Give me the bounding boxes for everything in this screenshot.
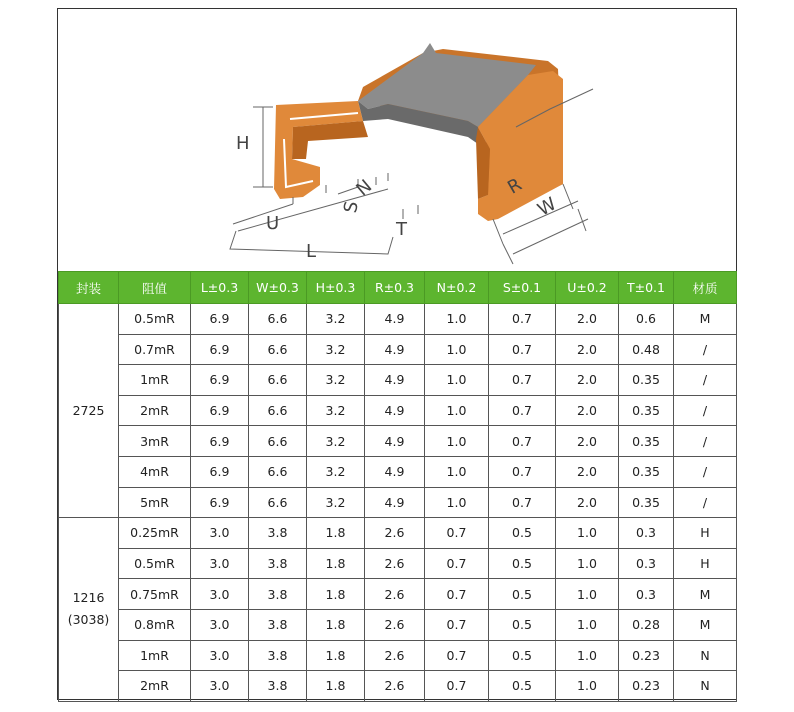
table-cell: 2.0 [556,304,619,335]
table-cell: 1.0 [556,548,619,579]
table-row [59,456,737,487]
header-resistance: 阻值 [119,272,191,304]
table-cell: 3mR [119,426,191,457]
table-cell: 3.2 [307,334,365,365]
header-T: T±0.1 [619,272,674,304]
table-cell: 6.6 [249,304,307,335]
table-cell: 1.0 [556,671,619,702]
dim-label-H: H [236,133,250,154]
table-cell: 3.2 [307,365,365,396]
table-cell: 1.8 [307,609,365,640]
spec-table [58,271,737,702]
table-cell: H [674,518,737,549]
table-cell: 1.0 [556,518,619,549]
table-cell: 4.9 [365,395,425,426]
spec-sheet-frame [57,8,737,700]
table-cell: 2.0 [556,456,619,487]
table-cell: 0.35 [619,487,674,518]
header-material: 材质 [674,272,737,304]
table-cell: 6.9 [191,456,249,487]
table-cell: 0.5 [489,640,556,671]
table-cell: 1.0 [556,609,619,640]
table-cell: 0.5 [489,609,556,640]
table-cell: 0.7 [489,365,556,396]
table-header-row [59,272,737,304]
table-cell: 0.3 [619,579,674,610]
table-cell: 0.3 [619,518,674,549]
table-cell: 0.7 [489,456,556,487]
package-cell [59,518,119,702]
table-cell: 1.8 [307,548,365,579]
table-cell: H [674,548,737,579]
table-cell: 3.2 [307,487,365,518]
header-S: S±0.1 [489,272,556,304]
dim-label-R: R [504,174,526,199]
table-cell: 6.9 [191,487,249,518]
table-cell: 6.6 [249,456,307,487]
table-cell: 3.8 [249,640,307,671]
table-cell: 0.5 [489,548,556,579]
table-cell: 3.2 [307,304,365,335]
package-label: 2725 [72,402,105,418]
table-cell: 0.7 [489,334,556,365]
table-cell: 0.35 [619,456,674,487]
header-U: U±0.2 [556,272,619,304]
table-cell: N [674,640,737,671]
table-body [59,304,737,702]
table-cell: 6.9 [191,365,249,396]
table-cell: 0.7 [489,395,556,426]
table-cell: 0.7 [489,426,556,457]
table-cell: 0.3 [619,548,674,579]
table-cell: 3.8 [249,579,307,610]
table-row [59,640,737,671]
table-cell: 0.7 [425,640,489,671]
table-cell: 4mR [119,456,191,487]
table-cell: 2.6 [365,518,425,549]
table-cell: 1.8 [307,579,365,610]
table-cell: 4.9 [365,304,425,335]
header-L: L±0.3 [191,272,249,304]
table-cell: / [674,334,737,365]
table-cell: 0.5 [489,579,556,610]
table-cell: 5mR [119,487,191,518]
table-cell: M [674,609,737,640]
table-row [59,395,737,426]
dim-label-W: W [534,193,560,221]
table-cell: 0.7 [489,304,556,335]
table-cell: 4.9 [365,426,425,457]
table-cell: 3.0 [191,640,249,671]
table-cell: 3.2 [307,456,365,487]
header-W: W±0.3 [249,272,307,304]
table-row [59,609,737,640]
table-cell: 3.0 [191,579,249,610]
table-cell: 0.75mR [119,579,191,610]
table-cell: 2mR [119,671,191,702]
table-cell: 0.23 [619,671,674,702]
header-package: 封装 [59,272,119,304]
table-cell: 1.0 [425,395,489,426]
table-cell: 6.9 [191,334,249,365]
table-cell: 0.7 [489,487,556,518]
dim-label-L: L [306,241,317,262]
table-row [59,671,737,702]
table-cell: 1mR [119,640,191,671]
table-cell: / [674,365,737,396]
table-cell: 6.9 [191,426,249,457]
table-cell: 0.7 [425,671,489,702]
table-row [59,426,737,457]
table-cell: 0.23 [619,640,674,671]
table-cell: 0.5 [489,518,556,549]
table-cell: 4.9 [365,456,425,487]
table-cell: 6.9 [191,395,249,426]
table-cell: 6.6 [249,487,307,518]
table-cell: 1.0 [425,487,489,518]
dim-label-S: S [340,199,363,215]
table-cell: 3.8 [249,609,307,640]
package-cell [59,304,119,518]
table-row [59,334,737,365]
table-cell: M [674,304,737,335]
table-cell: 3.0 [191,609,249,640]
table-cell: 0.35 [619,365,674,396]
table-row [59,304,737,335]
table-cell: 3.8 [249,548,307,579]
table-cell: 2.6 [365,579,425,610]
table-cell: 3.8 [249,671,307,702]
table-row [59,487,737,518]
dim-label-N: N [352,175,377,201]
table-cell: 0.5mR [119,304,191,335]
table-cell: 2.6 [365,671,425,702]
table-cell: 1mR [119,365,191,396]
table-cell: 2.6 [365,609,425,640]
package-label: 1216 [72,590,105,606]
table-cell: 0.35 [619,426,674,457]
table-cell: 6.6 [249,395,307,426]
header-R: R±0.3 [365,272,425,304]
table-cell: 0.7 [425,609,489,640]
dim-label-T: T [396,219,407,240]
table-cell: 0.25mR [119,518,191,549]
table-cell: 1.8 [307,518,365,549]
table-cell: 0.48 [619,334,674,365]
table-cell: 4.9 [365,487,425,518]
table-cell: 2.0 [556,426,619,457]
table-cell: 0.8mR [119,609,191,640]
table-cell: 6.6 [249,334,307,365]
table-row [59,548,737,579]
table-cell: 1.0 [556,640,619,671]
table-cell: 2mR [119,395,191,426]
table-cell: / [674,487,737,518]
table-cell: 0.5mR [119,548,191,579]
table-cell: 0.28 [619,609,674,640]
table-cell: 3.2 [307,395,365,426]
table-cell: 2.0 [556,487,619,518]
table-cell: 0.7 [425,548,489,579]
table-cell: 2.0 [556,334,619,365]
table-cell: 0.7 [425,579,489,610]
table-cell: 3.2 [307,426,365,457]
table-cell: 3.8 [249,518,307,549]
table-row [59,518,737,549]
table-cell: 3.0 [191,518,249,549]
table-cell: 1.0 [425,426,489,457]
table-cell: 6.6 [249,365,307,396]
table-cell: 1.0 [425,304,489,335]
table-cell: 0.7 [425,518,489,549]
table-cell: / [674,426,737,457]
table-cell: 0.5 [489,671,556,702]
table-cell: 1.0 [425,334,489,365]
table-cell: 1.0 [556,579,619,610]
table-cell: 1.8 [307,671,365,702]
table-cell: / [674,395,737,426]
table-cell: 3.0 [191,548,249,579]
package-label: (3038) [67,612,110,628]
table-cell: N [674,671,737,702]
table-cell: 6.9 [191,304,249,335]
table-cell: 3.0 [191,671,249,702]
table-cell: 6.6 [249,426,307,457]
table-row [59,579,737,610]
resistor-drawing [58,9,736,271]
table-cell: 4.9 [365,334,425,365]
table-cell: 0.6 [619,304,674,335]
table-cell: 2.0 [556,395,619,426]
table-cell: 2.6 [365,640,425,671]
table-cell: 2.6 [365,548,425,579]
table-cell: 0.35 [619,395,674,426]
table-cell: 4.9 [365,365,425,396]
header-N: N±0.2 [425,272,489,304]
table-cell: 1.0 [425,456,489,487]
table-cell: M [674,579,737,610]
dim-label-U: U [266,213,280,234]
table-cell: 2.0 [556,365,619,396]
table-cell: 0.7mR [119,334,191,365]
table-cell: / [674,456,737,487]
header-H: H±0.3 [307,272,365,304]
table-row [59,365,737,396]
table-cell: 1.0 [425,365,489,396]
table-cell: 1.8 [307,640,365,671]
resistor-dimension-diagram [58,9,736,271]
